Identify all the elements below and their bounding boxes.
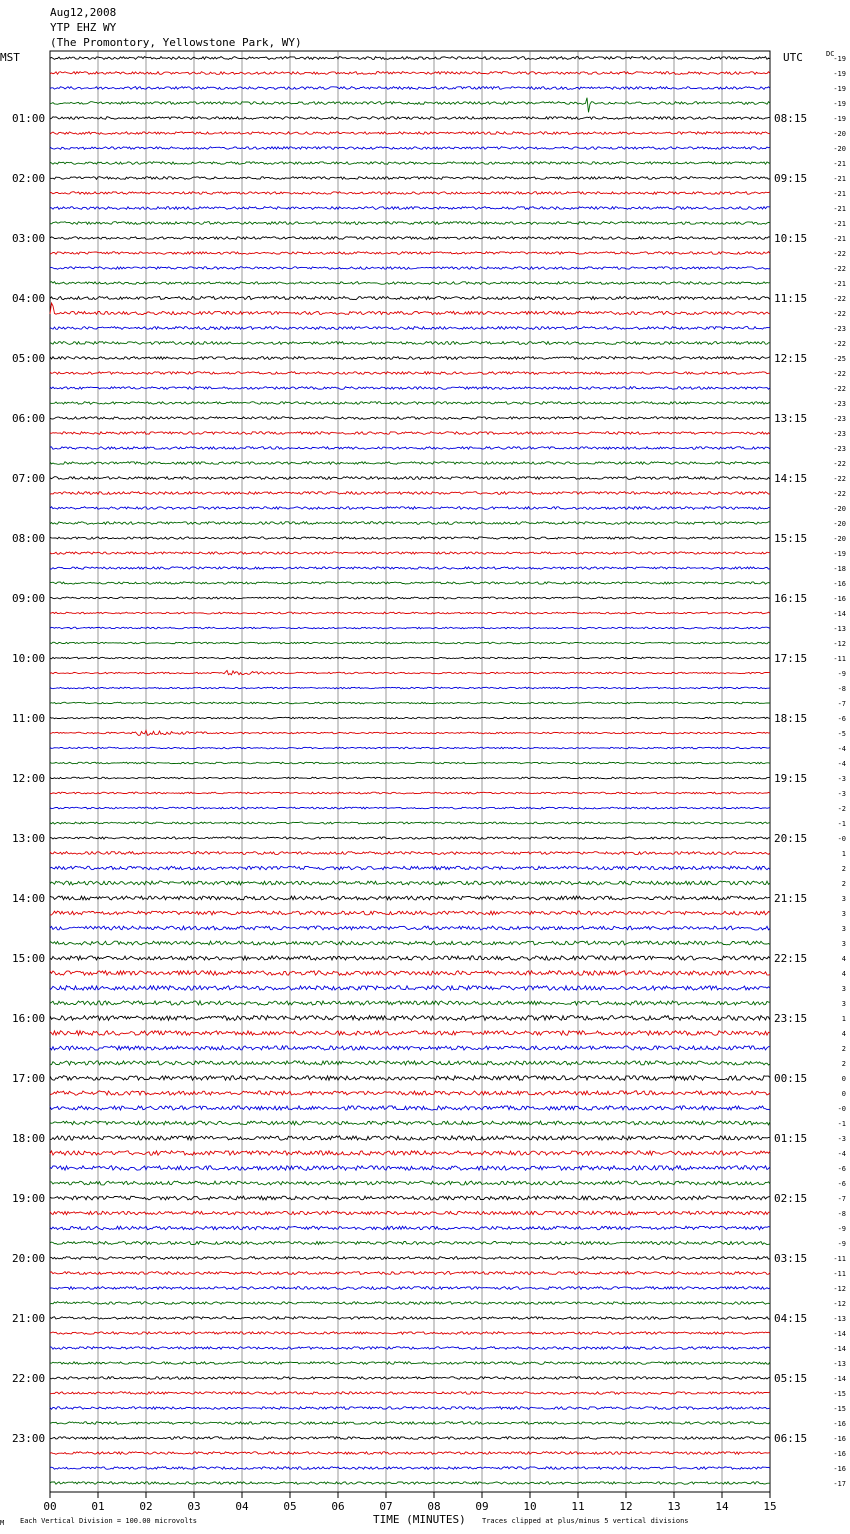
dc-offset-value: -11 xyxy=(833,655,846,663)
dc-offset-value: -9 xyxy=(837,1225,846,1233)
dc-offset-value: -22 xyxy=(833,475,846,483)
seismic-trace xyxy=(50,507,770,510)
dc-offset-value: -14 xyxy=(833,1345,846,1353)
seismic-trace xyxy=(50,282,770,285)
seismic-trace xyxy=(50,612,770,614)
seismic-trace xyxy=(50,1136,770,1140)
seismic-trace xyxy=(50,687,770,689)
mst-hour-label: 04:00 xyxy=(12,292,46,305)
seismic-trace xyxy=(50,132,770,135)
mst-hour-label: 15:00 xyxy=(12,952,46,965)
mst-hour-label: 08:00 xyxy=(12,532,46,545)
mst-hour-label: 13:00 xyxy=(12,832,46,845)
dc-offset-value: -22 xyxy=(833,310,846,318)
dc-offset-value: -23 xyxy=(833,415,846,423)
x-tick-label: 14 xyxy=(715,1500,729,1513)
seismic-trace xyxy=(50,252,770,255)
dc-offset-value: 4 xyxy=(841,970,846,978)
dc-offset-value: 4 xyxy=(841,1030,846,1038)
seismic-trace xyxy=(50,177,770,180)
seismic-trace xyxy=(50,402,770,405)
header-date: Aug12,2008 xyxy=(50,6,117,19)
seismic-trace xyxy=(50,1407,770,1410)
seismic-trace xyxy=(50,881,770,885)
dc-offset-value: -6 xyxy=(837,1165,846,1173)
mst-hour-label: 22:00 xyxy=(12,1372,46,1385)
utc-hour-label: 23:15 xyxy=(774,1012,808,1025)
dc-offset-value: -21 xyxy=(833,280,846,288)
mst-hour-label: 05:00 xyxy=(12,352,46,365)
seismic-trace xyxy=(50,72,770,75)
seismic-trace xyxy=(50,462,770,465)
utc-hour-label: 05:15 xyxy=(774,1372,808,1385)
dc-offset-value: -20 xyxy=(833,505,846,513)
x-tick-label: 07 xyxy=(379,1500,393,1513)
seismic-trace xyxy=(50,552,770,554)
seismic-trace xyxy=(50,1046,770,1050)
seismic-trace xyxy=(50,1061,770,1065)
utc-hour-label: 20:15 xyxy=(774,832,808,845)
seismic-trace xyxy=(50,1151,770,1155)
dc-offset-value: -21 xyxy=(833,175,846,183)
seismic-trace xyxy=(50,1362,770,1365)
x-tick-label: 04 xyxy=(235,1500,249,1513)
utc-hour-label: 03:15 xyxy=(774,1252,808,1265)
dc-offset-value: -16 xyxy=(833,1435,846,1443)
utc-hour-label: 10:15 xyxy=(774,232,808,245)
seismic-trace xyxy=(50,1196,770,1200)
x-tick-label: 11 xyxy=(571,1500,585,1513)
seismic-trace xyxy=(50,1016,770,1021)
seismic-trace xyxy=(50,1241,770,1244)
dc-offset-value: -20 xyxy=(833,145,846,153)
seismic-trace xyxy=(50,792,770,794)
dc-offset-value: -15 xyxy=(833,1390,846,1398)
mst-hour-label: 02:00 xyxy=(12,172,46,185)
seismic-trace xyxy=(50,762,770,764)
dc-offset-value: -16 xyxy=(833,580,846,588)
dc-offset-value: -14 xyxy=(833,610,846,618)
dc-offset-value: -15 xyxy=(833,1405,846,1413)
mst-hour-label: 09:00 xyxy=(12,592,46,605)
seismic-trace xyxy=(50,926,770,930)
seismic-trace xyxy=(50,1166,770,1170)
dc-offset-value: -19 xyxy=(833,115,846,123)
seismic-trace xyxy=(50,671,770,675)
seismic-trace xyxy=(50,1332,770,1335)
dc-offset-value: -3 xyxy=(837,790,846,798)
seismic-trace xyxy=(50,1121,770,1125)
dc-offset-value: -12 xyxy=(833,1285,846,1293)
dc-offset-value: 0 xyxy=(841,1090,846,1098)
dc-offset-value: -19 xyxy=(833,100,846,108)
seismic-trace xyxy=(50,911,770,915)
seismic-trace xyxy=(50,303,770,315)
mst-hour-label: 10:00 xyxy=(12,652,46,665)
dc-offset-value: -12 xyxy=(833,1300,846,1308)
x-tick-label: 12 xyxy=(619,1500,633,1513)
dc-offset-value: -21 xyxy=(833,235,846,243)
dc-offset-value: -6 xyxy=(837,1180,846,1188)
x-tick-label: 01 xyxy=(91,1500,105,1513)
seismic-trace xyxy=(50,57,770,60)
seismic-trace xyxy=(50,147,770,150)
seismic-trace xyxy=(50,342,770,345)
dc-offset-value: -22 xyxy=(833,370,846,378)
dc-offset-value: -4 xyxy=(837,760,846,768)
seismic-trace xyxy=(50,627,770,629)
dc-offset-value: -0 xyxy=(837,1105,846,1113)
dc-column-title: DC xyxy=(826,50,835,58)
dc-offset-value: -22 xyxy=(833,265,846,273)
utc-hour-label: 22:15 xyxy=(774,952,808,965)
seismic-trace xyxy=(50,372,770,375)
dc-offset-value: 3 xyxy=(841,910,846,918)
dc-offset-value: -11 xyxy=(833,1255,846,1263)
dc-offset-value: -14 xyxy=(833,1375,846,1383)
seismic-trace xyxy=(50,1482,770,1485)
dc-offset-value: -1 xyxy=(837,820,846,828)
dc-offset-column xyxy=(833,55,846,1488)
seismic-trace xyxy=(50,852,770,855)
mst-hour-label: 01:00 xyxy=(12,112,46,125)
dc-offset-value: -23 xyxy=(833,400,846,408)
header-location: (The Promontory, Yellowstone Park, WY) xyxy=(50,36,302,49)
dc-offset-value: -7 xyxy=(837,700,846,708)
seismic-trace xyxy=(50,222,770,225)
seismic-trace xyxy=(50,807,770,809)
dc-offset-value: -25 xyxy=(833,355,846,363)
dc-offset-value: -3 xyxy=(837,1135,846,1143)
dc-offset-value: -16 xyxy=(833,1465,846,1473)
seismic-trace xyxy=(50,1031,770,1035)
corner-mark: M xyxy=(0,1519,5,1527)
dc-offset-value: -21 xyxy=(833,220,846,228)
mst-hour-label: 16:00 xyxy=(12,1012,46,1025)
seismic-trace xyxy=(50,1181,770,1185)
seismic-trace xyxy=(50,1091,770,1095)
dc-offset-value: -11 xyxy=(833,1270,846,1278)
mst-hour-label: 21:00 xyxy=(12,1312,46,1325)
seismic-trace xyxy=(50,567,770,569)
x-tick-label: 05 xyxy=(283,1500,297,1513)
dc-offset-value: -16 xyxy=(833,595,846,603)
mst-hour-label: 07:00 xyxy=(12,472,46,485)
dc-offset-value: -19 xyxy=(833,70,846,78)
trace-group xyxy=(50,57,770,1485)
dc-offset-value: -22 xyxy=(833,385,846,393)
seismic-trace xyxy=(50,1302,770,1305)
dc-offset-value: -8 xyxy=(837,1210,846,1218)
utc-hour-label: 15:15 xyxy=(774,532,808,545)
seismic-trace xyxy=(50,986,770,990)
seismic-trace xyxy=(50,747,770,749)
seismic-trace xyxy=(50,1392,770,1395)
dc-offset-value: 1 xyxy=(841,1015,846,1023)
seismic-trace xyxy=(50,837,770,839)
utc-hour-label: 18:15 xyxy=(774,712,808,725)
seismic-trace xyxy=(50,537,770,539)
dc-offset-value: -21 xyxy=(833,205,846,213)
x-tick-label: 15 xyxy=(763,1500,777,1513)
seismic-trace xyxy=(50,447,770,450)
utc-hour-label: 04:15 xyxy=(774,1312,808,1325)
dc-offset-value: -5 xyxy=(837,730,846,738)
dc-offset-value: -16 xyxy=(833,1420,846,1428)
dc-offset-value: -22 xyxy=(833,250,846,258)
dc-offset-value: -19 xyxy=(833,85,846,93)
mst-hour-label: 14:00 xyxy=(12,892,46,905)
dc-offset-value: -20 xyxy=(833,535,846,543)
dc-offset-value: -23 xyxy=(833,445,846,453)
dc-offset-value: -7 xyxy=(837,1195,846,1203)
seismic-trace xyxy=(50,296,770,299)
seismic-trace xyxy=(50,417,770,420)
dc-offset-value: -13 xyxy=(833,625,846,633)
dc-offset-value: -20 xyxy=(833,520,846,528)
x-tick-label: 02 xyxy=(139,1500,153,1513)
seismic-trace xyxy=(50,1422,770,1425)
x-tick-label: 10 xyxy=(523,1500,537,1513)
seismic-trace xyxy=(50,327,770,330)
seismic-trace xyxy=(50,1347,770,1350)
seismic-trace xyxy=(50,597,770,599)
seismic-trace xyxy=(50,730,770,735)
utc-hour-label: 11:15 xyxy=(774,292,808,305)
dc-offset-value: -19 xyxy=(833,550,846,558)
utc-hour-label: 16:15 xyxy=(774,592,808,605)
utc-hour-label: 02:15 xyxy=(774,1192,808,1205)
mst-hour-label: 19:00 xyxy=(12,1192,46,1205)
seismic-trace xyxy=(50,192,770,195)
x-tick-label: 00 xyxy=(43,1500,57,1513)
seismic-trace xyxy=(50,1106,770,1110)
seismic-trace xyxy=(50,866,770,870)
dc-offset-value: -21 xyxy=(833,160,846,168)
mst-hour-label: 11:00 xyxy=(12,712,46,725)
seismic-trace xyxy=(50,1226,770,1230)
seismic-trace xyxy=(50,267,770,270)
seismic-trace xyxy=(50,357,770,360)
x-tick-label: 13 xyxy=(667,1500,681,1513)
dc-offset-value: 3 xyxy=(841,925,846,933)
utc-hour-label: 09:15 xyxy=(774,172,808,185)
dc-offset-value: -17 xyxy=(833,1480,846,1488)
seismic-trace xyxy=(50,1437,770,1440)
seismic-trace xyxy=(50,1001,770,1005)
dc-offset-value: -23 xyxy=(833,430,846,438)
x-tick-label: 03 xyxy=(187,1500,201,1513)
dc-offset-value: -14 xyxy=(833,1330,846,1338)
mst-hour-label: 23:00 xyxy=(12,1432,46,1445)
seismic-trace xyxy=(50,117,770,120)
seismic-trace xyxy=(50,387,770,390)
utc-hour-label: 14:15 xyxy=(774,472,808,485)
seismic-trace xyxy=(50,522,770,525)
dc-offset-value: -8 xyxy=(837,685,846,693)
header-station: YTP EHZ WY xyxy=(50,21,117,34)
dc-offset-value: -2 xyxy=(837,805,846,813)
clip-note: Traces clipped at plus/minus 5 vertical divisions xyxy=(482,1517,689,1525)
mst-hour-label: 20:00 xyxy=(12,1252,46,1265)
seismic-trace xyxy=(50,492,770,495)
seismic-trace xyxy=(50,777,770,779)
x-tick-label: 06 xyxy=(331,1500,345,1513)
mst-hour-label: 12:00 xyxy=(12,772,46,785)
utc-hour-label: 21:15 xyxy=(774,892,808,905)
seismic-trace xyxy=(50,971,770,975)
utc-hour-label: 12:15 xyxy=(774,352,808,365)
utc-hour-label: 19:15 xyxy=(774,772,808,785)
seismic-trace xyxy=(50,642,770,644)
dc-offset-value: 3 xyxy=(841,985,846,993)
seismic-trace xyxy=(50,956,770,960)
seismic-trace xyxy=(50,702,770,704)
x-tick-label: 09 xyxy=(475,1500,489,1513)
dc-offset-value: -1 xyxy=(837,1120,846,1128)
dc-offset-value: -4 xyxy=(837,745,846,753)
seismic-trace xyxy=(50,98,770,113)
dc-offset-value: -23 xyxy=(833,325,846,333)
right-axis-title: UTC xyxy=(783,51,803,64)
scale-note: Each Vertical Division = 100.00 microvolts xyxy=(20,1517,198,1525)
seismic-trace xyxy=(50,207,770,210)
dc-offset-value: 3 xyxy=(841,940,846,948)
dc-offset-value: 0 xyxy=(841,1075,846,1083)
seismic-trace xyxy=(50,1377,770,1380)
seismic-trace xyxy=(50,657,770,659)
seismic-trace xyxy=(50,1257,770,1260)
seismic-trace xyxy=(50,1452,770,1455)
dc-offset-value: -16 xyxy=(833,1450,846,1458)
x-tick-label: 08 xyxy=(427,1500,441,1513)
utc-hour-label: 06:15 xyxy=(774,1432,808,1445)
seismic-trace xyxy=(50,1211,770,1215)
seismic-trace xyxy=(50,1287,770,1290)
dc-offset-value: -18 xyxy=(833,565,846,573)
dc-offset-value: -3 xyxy=(837,775,846,783)
seismic-trace xyxy=(50,941,770,945)
mst-hour-label: 18:00 xyxy=(12,1132,46,1145)
dc-offset-value: -13 xyxy=(833,1360,846,1368)
dc-offset-value: 3 xyxy=(841,895,846,903)
utc-hour-label: 08:15 xyxy=(774,112,808,125)
seismic-trace xyxy=(50,822,770,824)
dc-offset-value: -22 xyxy=(833,460,846,468)
mst-hour-label: 17:00 xyxy=(12,1072,46,1085)
mst-hour-label: 06:00 xyxy=(12,412,46,425)
utc-hour-label: 00:15 xyxy=(774,1072,808,1085)
seismic-trace xyxy=(50,717,770,719)
utc-hour-label: 13:15 xyxy=(774,412,808,425)
dc-offset-value: -22 xyxy=(833,295,846,303)
dc-offset-value: -0 xyxy=(837,835,846,843)
dc-offset-value: -22 xyxy=(833,340,846,348)
x-axis xyxy=(43,1492,776,1513)
dc-offset-value: 2 xyxy=(841,880,846,888)
seismic-trace xyxy=(50,896,770,900)
seismic-trace xyxy=(50,1317,770,1320)
dc-offset-value: -6 xyxy=(837,715,846,723)
dc-offset-value: -9 xyxy=(837,670,846,678)
x-axis-title: TIME (MINUTES) xyxy=(373,1513,466,1526)
utc-hour-label: 01:15 xyxy=(774,1132,808,1145)
seismic-trace xyxy=(50,1467,770,1470)
dc-offset-value: 2 xyxy=(841,1060,846,1068)
dc-offset-value: -20 xyxy=(833,130,846,138)
dc-offset-value: -22 xyxy=(833,490,846,498)
seismic-trace xyxy=(50,1076,770,1080)
left-axis-title: MST xyxy=(0,51,20,64)
dc-offset-value: 4 xyxy=(841,955,846,963)
dc-offset-value: 3 xyxy=(841,1000,846,1008)
seismic-trace xyxy=(50,582,770,584)
dc-offset-value: -21 xyxy=(833,190,846,198)
seismic-trace xyxy=(50,237,770,240)
utc-hour-label: 17:15 xyxy=(774,652,808,665)
dc-offset-value: -19 xyxy=(833,55,846,63)
dc-offset-value: 2 xyxy=(841,865,846,873)
seismic-trace xyxy=(50,162,770,165)
seismic-trace xyxy=(50,432,770,435)
seismic-trace xyxy=(50,477,770,480)
dc-offset-value: -12 xyxy=(833,640,846,648)
dc-offset-value: -4 xyxy=(837,1150,846,1158)
dc-offset-value: 2 xyxy=(841,1045,846,1053)
dc-offset-value: 1 xyxy=(841,850,846,858)
seismic-trace xyxy=(50,87,770,90)
dc-offset-value: -9 xyxy=(837,1240,846,1248)
dc-offset-value: -13 xyxy=(833,1315,846,1323)
seismic-trace xyxy=(50,1272,770,1275)
mst-hour-label: 03:00 xyxy=(12,232,46,245)
